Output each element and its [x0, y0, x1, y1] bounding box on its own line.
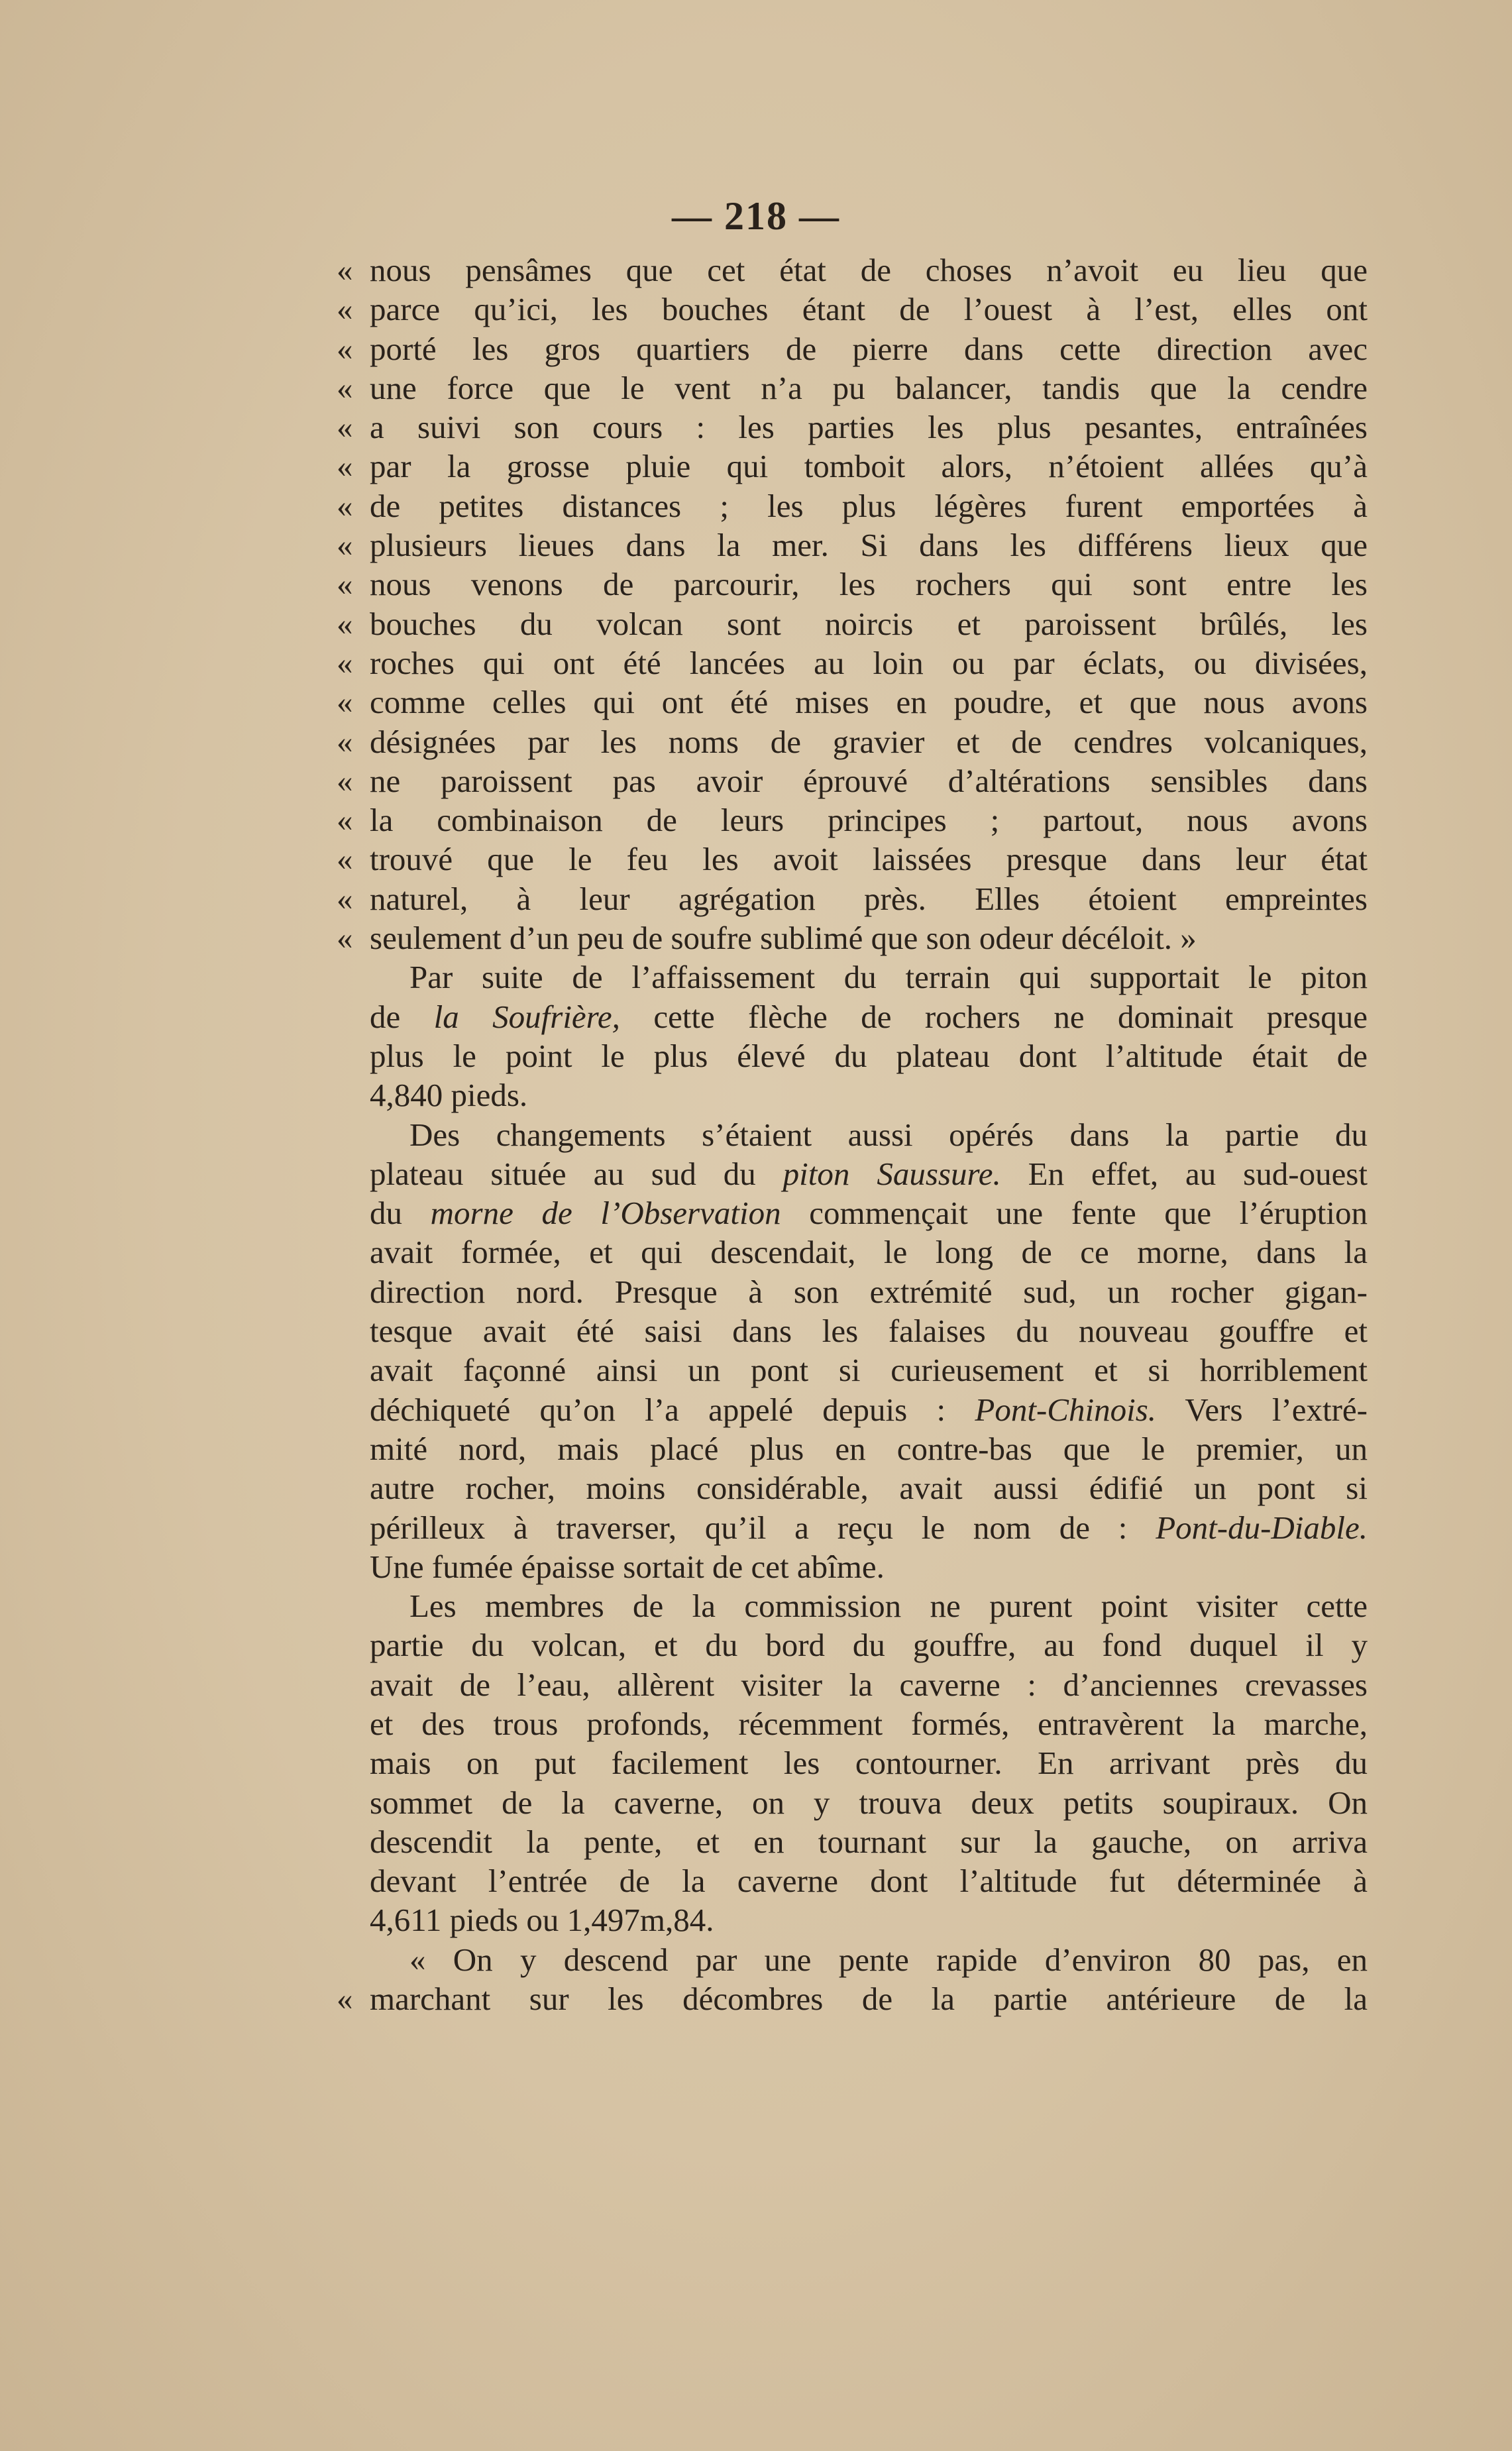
text-line: [337, 486, 1368, 525]
italic-text: la Soufrière,: [433, 998, 620, 1035]
quote-mark: «: [337, 566, 353, 603]
line-text-continued: En effet, au sud-ouest: [1000, 1155, 1368, 1192]
line-text: a suivi son cours : les parties les plus pesantes, entraînées: [370, 409, 1368, 446]
italic-text: morne de l’Observation: [430, 1195, 781, 1232]
text-line: [370, 1232, 1368, 1272]
italic-text: piton Saussure.: [783, 1155, 1001, 1192]
text-line: [370, 1783, 1368, 1822]
line-text: roches qui ont été lancées au loin ou par éclats, ou divisées,: [370, 644, 1368, 681]
italic-text: Pont-Chinois.: [975, 1391, 1157, 1428]
line-text: ne paroissent pas avoir éprouvé d’altérations sensibles dans: [370, 762, 1368, 799]
quote-mark: «: [337, 369, 353, 406]
line-text: la combinaison de leurs principes ; partout, nous avons: [370, 802, 1368, 839]
quote-mark: «: [337, 409, 353, 446]
line-text: une force que le vent n’a pu balancer, tandis que la cendre: [370, 369, 1368, 406]
page-number: — 218 —: [672, 194, 840, 238]
quote-mark: «: [337, 841, 353, 878]
line-text: déchiqueté qu’on l’a appelé depuis :: [370, 1391, 975, 1428]
line-text: direction nord. Presque à son extrémité sud, un rocher gigan-: [370, 1273, 1368, 1310]
quote-mark: «: [337, 1981, 353, 2018]
text-line: [337, 1979, 1368, 2018]
line-text: sommet de la caverne, on y trouva deux petits soupiraux. On: [370, 1784, 1368, 1821]
line-text: 4,611 pieds ou 1,497m,84.: [370, 1902, 714, 1939]
quote-mark: «: [337, 330, 353, 367]
text-line: [337, 329, 1368, 368]
line-text: nous pensâmes que cet état de choses n’avoit eu lieu que: [370, 252, 1368, 288]
text-line: [337, 604, 1368, 643]
quote-mark: «: [337, 291, 353, 328]
text-line: [370, 1272, 1368, 1311]
text-line: [370, 1115, 1368, 1154]
text-line: [370, 1704, 1368, 1743]
text-line: [370, 1429, 1368, 1468]
line-text: devant l’entrée de la caverne dont l’altitude fut déterminée à: [370, 1863, 1368, 1900]
text-line: [370, 1586, 1368, 1625]
text-line: [337, 879, 1368, 918]
text-line: [370, 1193, 1368, 1232]
line-text: avait de l’eau, allèrent visiter la caverne : d’anciennes crevasses: [370, 1666, 1368, 1703]
quote-mark: «: [337, 723, 353, 760]
quote-mark: «: [337, 252, 353, 288]
text-line: [370, 1154, 1368, 1193]
line-text-continued: Vers l’extré-: [1156, 1391, 1368, 1428]
line-text: tesque avait été saisi dans les falaises du nouveau gouffre et: [370, 1313, 1368, 1350]
text-line: [370, 1390, 1368, 1429]
line-text: porté les gros quartiers de pierre dans cette direction avec: [370, 330, 1368, 367]
text-line: [370, 957, 1368, 997]
quote-mark: «: [337, 527, 353, 564]
line-text: désignées par les noms de gravier et de cendres volcaniques,: [370, 723, 1368, 760]
line-text: avait formée, et qui descendait, le long de ce morne, dans la: [370, 1234, 1368, 1271]
quote-mark: «: [337, 802, 353, 839]
text-line: [370, 1665, 1368, 1704]
text-line: [337, 525, 1368, 565]
line-text: plateau située au sud du: [370, 1155, 783, 1192]
line-text: descendit la pente, et en tournant sur la gauche, on arriva: [370, 1823, 1368, 1860]
text-line: [337, 682, 1368, 722]
text-line: [370, 1350, 1368, 1389]
line-text-continued: commençait une fente que l’éruption: [781, 1195, 1368, 1232]
line-text: plusieurs lieues dans la mer. Si dans les différens lieux que: [370, 527, 1368, 564]
quote-mark: «: [337, 880, 353, 917]
text-line: [370, 1822, 1368, 1861]
text-line: [337, 918, 1368, 957]
text-line: [370, 1625, 1368, 1664]
text-line: [337, 840, 1368, 879]
text-line: [337, 250, 1368, 290]
quote-mark: «: [337, 605, 353, 642]
text-line: [370, 1508, 1368, 1547]
text-line: [337, 643, 1368, 682]
quote-mark: «: [337, 448, 353, 485]
text-line: [370, 1311, 1368, 1350]
line-text: Par suite de l’affaissement du terrain qui supportait le piton: [409, 959, 1368, 996]
text-line: [337, 447, 1368, 486]
line-text: de petites distances ; les plus légères furent emportées à: [370, 487, 1368, 524]
line-text: naturel, à leur agrégation près. Elles étoient empreintes: [370, 880, 1368, 917]
quote-mark: «: [337, 762, 353, 799]
quote-mark: «: [337, 644, 353, 681]
text-line: [337, 290, 1368, 329]
line-text: mité nord, mais placé plus en contre-bas que le premier, un: [370, 1430, 1368, 1467]
quote-mark: «: [337, 684, 353, 721]
line-text: par la grosse pluie qui tomboit alors, n’étoient allées qu’à: [370, 448, 1368, 485]
text-line: [370, 997, 1368, 1036]
line-text: bouches du volcan sont noircis et paroissent brûlés, les: [370, 605, 1368, 642]
text-line: [370, 1900, 1368, 1939]
line-text: mais on put facilement les contourner. En arrivant près du: [370, 1745, 1368, 1782]
line-text: de: [370, 998, 434, 1035]
line-text: avait façonné ainsi un pont si curieusement et si horriblement: [370, 1352, 1368, 1389]
text-line: [370, 1743, 1368, 1782]
line-text: du: [370, 1195, 431, 1232]
text-line: [370, 1547, 1368, 1586]
line-text: autre rocher, moins considérable, avait aussi édifié un pont si: [370, 1470, 1368, 1507]
line-text: Les membres de la commission ne purent point visiter cette: [409, 1588, 1368, 1625]
line-text: comme celles qui ont été mises en poudre, et que nous avons: [370, 684, 1368, 721]
text-line: [337, 368, 1368, 408]
line-text-continued: cette flèche de rochers ne dominait presque: [620, 998, 1368, 1035]
line-text: parce qu’ici, les bouches étant de l’ouest à l’est, elles ont: [370, 291, 1368, 328]
line-text: Des changements s’étaient aussi opérés dans la partie du: [409, 1116, 1368, 1153]
text-line: [337, 800, 1368, 840]
text-line: [370, 1036, 1368, 1075]
line-text: « On y descend par une pente rapide d’environ 80 pas, en: [409, 1941, 1368, 1978]
line-text: plus le point le plus élevé du plateau dont l’altitude était de: [370, 1037, 1368, 1074]
italic-text: Pont-du-Diable.: [1156, 1509, 1368, 1546]
line-text: seulement d’un peu de soufre sublimé que son odeur décéloit. »: [370, 920, 1197, 957]
quote-mark: «: [337, 487, 353, 524]
line-text: nous venons de parcourir, les rochers qui sont entre les: [370, 566, 1368, 603]
line-text: périlleux à traverser, qu’il a reçu le nom de :: [370, 1509, 1156, 1546]
text-line: [337, 722, 1368, 761]
text-line: [337, 408, 1368, 447]
line-text: trouvé que le feu les avoit laissées presque dans leur état: [370, 841, 1368, 878]
body-text: [337, 250, 1368, 2018]
text-line: [370, 1940, 1368, 1979]
text-line: [337, 565, 1368, 604]
line-text: et des trous profonds, récemment formés, entravèrent la marche,: [370, 1705, 1368, 1742]
text-line: [337, 761, 1368, 800]
text-line: [370, 1468, 1368, 1507]
line-text: marchant sur les décombres de la partie antérieure de la: [370, 1981, 1368, 2018]
text-line: [370, 1075, 1368, 1115]
line-text: partie du volcan, et du bord du gouffre, au fond duquel il y: [370, 1627, 1368, 1664]
quote-mark: «: [337, 920, 353, 957]
line-text: Une fumée épaisse sortait de cet abîme.: [370, 1548, 885, 1585]
line-text: 4,840 pieds.: [370, 1077, 528, 1114]
text-line: [370, 1861, 1368, 1900]
